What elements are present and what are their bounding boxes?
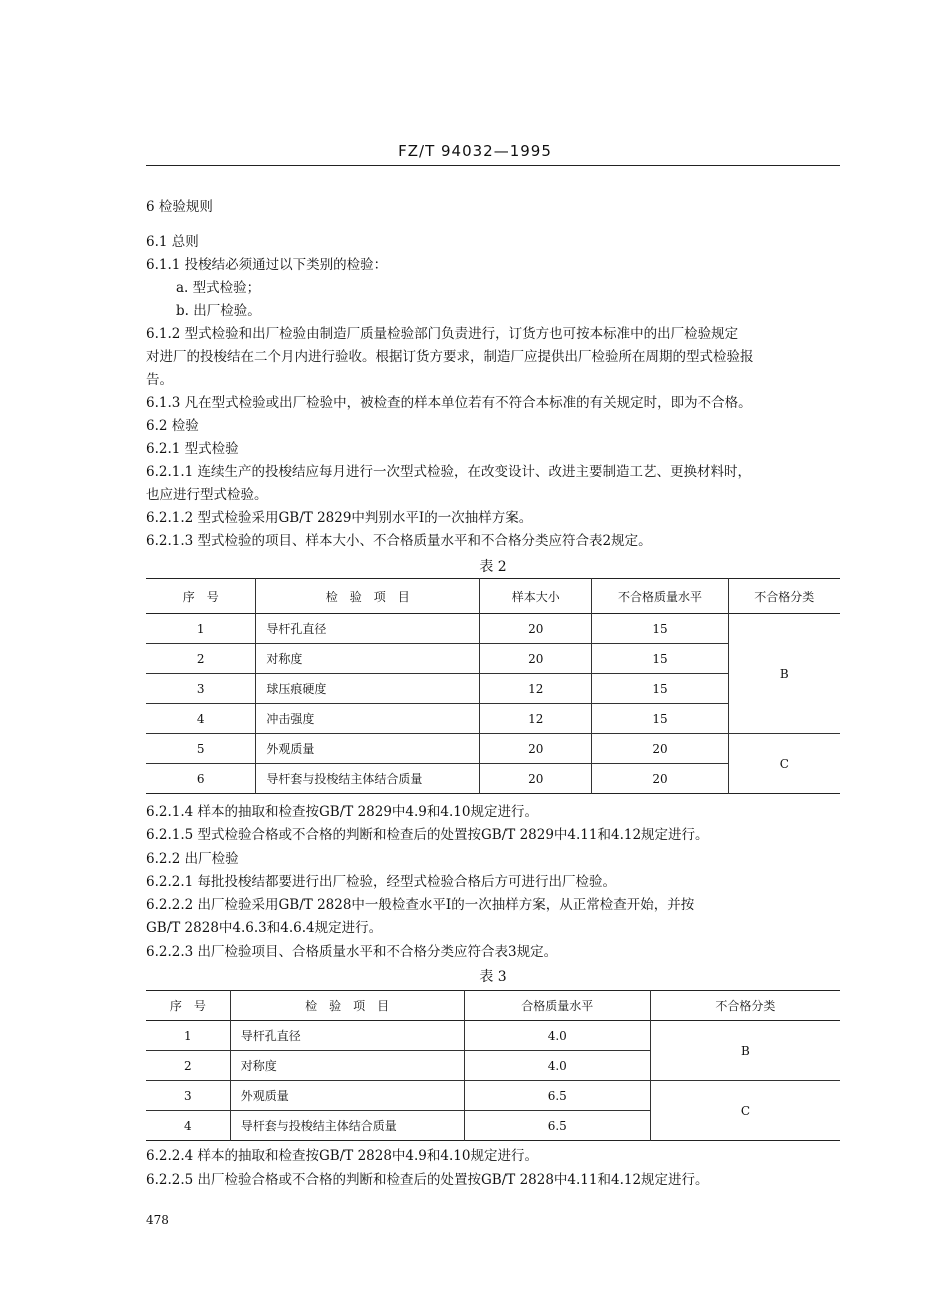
cell-level: 15 (592, 704, 728, 734)
text-line: 6.1.3 凡在型式检验或出厂检验中，被检查的样本单位若有不符合本标准的有关规定时，即为不合格。 (146, 395, 752, 411)
col-header: 检 验 项 目 (256, 579, 480, 614)
text-line: 也应进行型式检验。 (146, 487, 268, 503)
cell-level: 15 (592, 614, 728, 644)
cell-class-b: B (650, 1021, 840, 1081)
text-line: 6.2.1.3 型式检验的项目、样本大小、不合格质量水平和不合格分类应符合表2规定。 (146, 533, 652, 549)
cell-no: 3 (146, 1081, 230, 1111)
col-header: 不合格分类 (650, 991, 840, 1021)
text-line: 告。 (146, 372, 173, 388)
col-header: 不合格分类 (728, 579, 840, 614)
text-line: 6.2.1.1 连续生产的投梭结应每月进行一次型式检验，在改变设计、改进主要制造工艺、更换材料时， (146, 464, 752, 480)
col-header: 检 验 项 目 (230, 991, 464, 1021)
cell-item: 导杆套与投梭结主体结合质量 (256, 764, 480, 794)
text-line: 6.1.1 投梭结必须通过以下类别的检验： (146, 257, 388, 273)
table-header-row (146, 579, 840, 614)
cell-item: 冲击强度 (256, 704, 480, 734)
page-number: 478 (146, 1213, 169, 1227)
cell-item: 对称度 (256, 644, 480, 674)
col-header: 序 号 (146, 991, 230, 1021)
text-line: 6.2.2.3 出厂检验项目、合格质量水平和不合格分类应符合表3规定。 (146, 944, 558, 960)
cell-level: 20 (592, 764, 728, 794)
cell-level: 20 (592, 734, 728, 764)
text-line: 6.2.2.1 每批投梭结都要进行出厂检验，经型式检验合格后方可进行出厂检验。 (146, 874, 617, 890)
table-2 (146, 578, 840, 794)
cell-no: 4 (146, 704, 256, 734)
text-line: 6.2.1.2 型式检验采用GB/T 2829中判别水平Ⅰ的一次抽样方案。 (146, 510, 533, 526)
cell-level: 4.0 (464, 1051, 650, 1081)
text-line: 6.1 总则 (146, 234, 199, 250)
cell-no: 5 (146, 734, 256, 764)
cell-size: 20 (480, 614, 592, 644)
cell-item: 外观质量 (256, 734, 480, 764)
list-item: b. 出厂检验。 (176, 303, 261, 319)
table-header-row (146, 991, 840, 1021)
text-line: 6.2.2 出厂检验 (146, 851, 239, 867)
cell-size: 20 (480, 734, 592, 764)
table-row (146, 614, 840, 644)
cell-no: 1 (146, 614, 256, 644)
cell-no: 6 (146, 764, 256, 794)
text-line: 6.2.2.4 样本的抽取和检查按GB/T 2828中4.9和4.10规定进行。 (146, 1148, 538, 1164)
cell-level: 6.5 (464, 1081, 650, 1111)
cell-class-c: C (650, 1081, 840, 1141)
cell-item: 球压痕硬度 (256, 674, 480, 704)
table2-caption: 表 2 (479, 559, 507, 575)
table-row (146, 1021, 840, 1051)
cell-no: 3 (146, 674, 256, 704)
text-line: GB/T 2828中4.6.3和4.6.4规定进行。 (146, 920, 383, 936)
cell-level: 4.0 (464, 1021, 650, 1051)
cell-level: 6.5 (464, 1111, 650, 1141)
text-line: 6.1.2 型式检验和出厂检验由制造厂质量检验部门负责进行，订货方也可按本标准中的出厂检验规定 (146, 326, 739, 342)
text-line: 6.2.2.2 出厂检验采用GB/T 2828中一般检查水平Ⅰ的一次抽样方案，从正常检查开始，并按 (146, 897, 695, 913)
cell-item: 外观质量 (230, 1081, 464, 1111)
table-row (146, 734, 840, 764)
cell-no: 2 (146, 644, 256, 674)
header-rule (146, 165, 840, 166)
table3-caption: 表 3 (479, 969, 507, 985)
text-line: 6.2.2.5 出厂检验合格或不合格的判断和检查后的处置按GB/T 2828中4.11和4.12规定进行。 (146, 1172, 709, 1188)
cell-level: 15 (592, 644, 728, 674)
table-3 (146, 990, 840, 1141)
cell-size: 20 (480, 644, 592, 674)
cell-no: 1 (146, 1021, 230, 1051)
text-line: 对进厂的投梭结在二个月内进行验收。根据订货方要求，制造厂应提供出厂检验所在周期的型式检验报 (146, 349, 754, 365)
text-line: 6.2.1.5 型式检验合格或不合格的判断和检查后的处置按GB/T 2829中4.11和4.12规定进行。 (146, 827, 709, 843)
cell-item: 导杆孔直径 (230, 1021, 464, 1051)
section-title: 6 检验规则 (146, 199, 213, 215)
col-header: 样本大小 (480, 579, 592, 614)
cell-no: 2 (146, 1051, 230, 1081)
text-line: 6.2.1 型式检验 (146, 441, 239, 457)
cell-level: 15 (592, 674, 728, 704)
text-line: 6.2.1.4 样本的抽取和检查按GB/T 2829中4.9和4.10规定进行。 (146, 804, 538, 820)
cell-size: 20 (480, 764, 592, 794)
cell-class-c: C (728, 734, 840, 794)
col-header: 不合格质量水平 (592, 579, 728, 614)
cell-class-b: B (728, 614, 840, 734)
col-header: 序 号 (146, 579, 256, 614)
text-line: 6.2 检验 (146, 418, 199, 434)
cell-size: 12 (480, 704, 592, 734)
cell-item: 导杆孔直径 (256, 614, 480, 644)
col-header: 合格质量水平 (464, 991, 650, 1021)
list-item: a. 型式检验； (176, 280, 261, 296)
cell-size: 12 (480, 674, 592, 704)
cell-item: 导杆套与投梭结主体结合质量 (230, 1111, 464, 1141)
standard-header: FZ/T 94032—1995 (398, 142, 552, 160)
cell-no: 4 (146, 1111, 230, 1141)
table-row (146, 1081, 840, 1111)
cell-item: 对称度 (230, 1051, 464, 1081)
